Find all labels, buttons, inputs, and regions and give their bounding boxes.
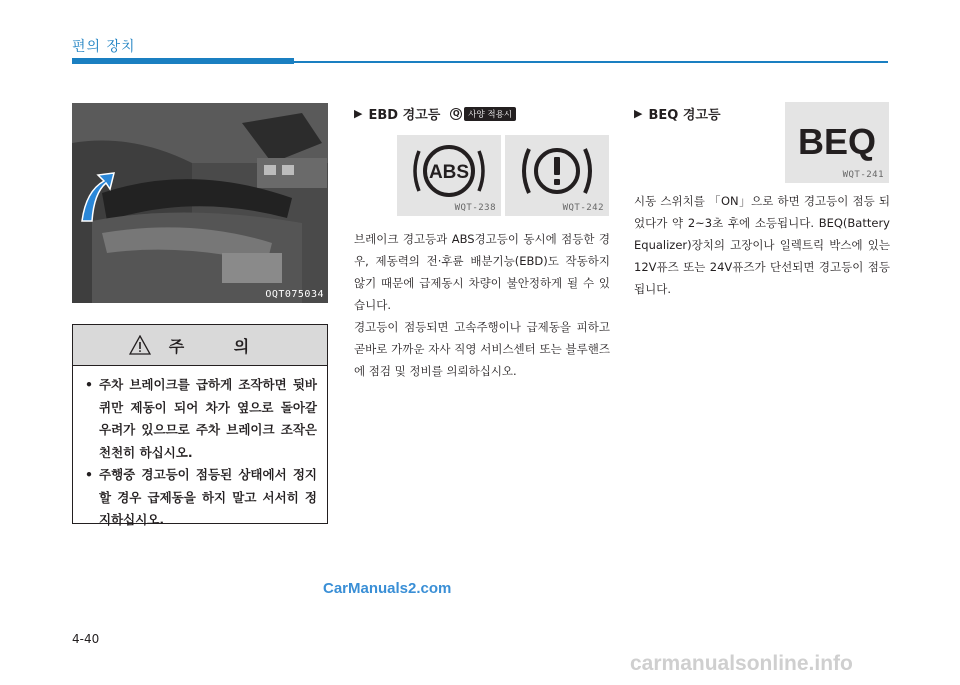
lamp-code: WQT-238 [454, 203, 496, 213]
warning-triangle-icon [129, 335, 151, 355]
lamp-code: WQT-242 [562, 203, 604, 213]
header-rule-thin [294, 61, 888, 63]
page-number: 4-40 [72, 632, 100, 646]
header-rule-thick [72, 58, 294, 64]
ebd-paragraph: 경고등이 점등되면 고속주행이나 급제동을 피하고 곧바로 가까운 자사 직영 서비스센터 또는 블루핸즈에 점검 및 정비를 의뢰하십시오. [354, 320, 610, 378]
brake-warning-lamp [505, 135, 609, 216]
caution-bullet: • 주차 브레이크를 급하게 조작하면 뒷바퀴만 제동이 되어 차가 옆으로 돌아갈 우려가 있으므로 주차 브레이크 조작은 천천히 하십시오. [85, 377, 317, 460]
beq-warning-lamp [785, 102, 889, 183]
svg-text:ABS: ABS [428, 162, 470, 183]
lamp-code: WQT-241 [842, 170, 884, 180]
beq-heading: ▶ BEQ 경고등 [634, 107, 721, 123]
caution-header [73, 325, 327, 366]
option-icon: Q [450, 108, 462, 120]
caution-bullet: • 주행중 경고등이 점등된 상태에서 정지할 경우 급제동을 하지 말고 서서히 정지하십시오. [85, 467, 317, 527]
svg-text:BEQ: BEQ [797, 121, 877, 162]
triangle-right-icon: ▶ [634, 107, 643, 120]
option-badge: Q 사양 적용시 [450, 107, 516, 121]
triangle-right-icon: ▶ [354, 107, 363, 120]
site-watermark: carmanualsonline.info [630, 652, 853, 675]
section-title: 편의 장치 [72, 39, 136, 55]
ebd-heading: ▶ EBD 경고등 Q 사양 적용시 [354, 104, 516, 123]
abs-warning-lamp [397, 135, 501, 216]
ebd-paragraph: 브레이크 경고등과 ABS경고등이 동시에 점등한 경우, 제동력의 전·후륜 배분기능(EBD)도 작동하지 않기 때문에 급제동시 차량이 불안정하게 될 수 있습니다. [354, 232, 610, 312]
beq-paragraph: 시동 스위치를 「ON」으로 하면 경고등이 점등 되었다가 약 2~3초 후에 소등됩니다. BEQ(Battery Equalizer)장치의 고장이나 일렉트릭 박스에 있는 12V퓨즈 또는 24V퓨즈가 단선되면 경고등이 점등됩니다. [634, 194, 890, 296]
caution-box [72, 324, 328, 527]
photo-code: OQT075034 [265, 289, 324, 300]
watermark-link[interactable]: CarManuals2.com [323, 580, 452, 597]
caution-title: 주 의 [168, 336, 272, 356]
parking-brake-photo [72, 103, 328, 303]
